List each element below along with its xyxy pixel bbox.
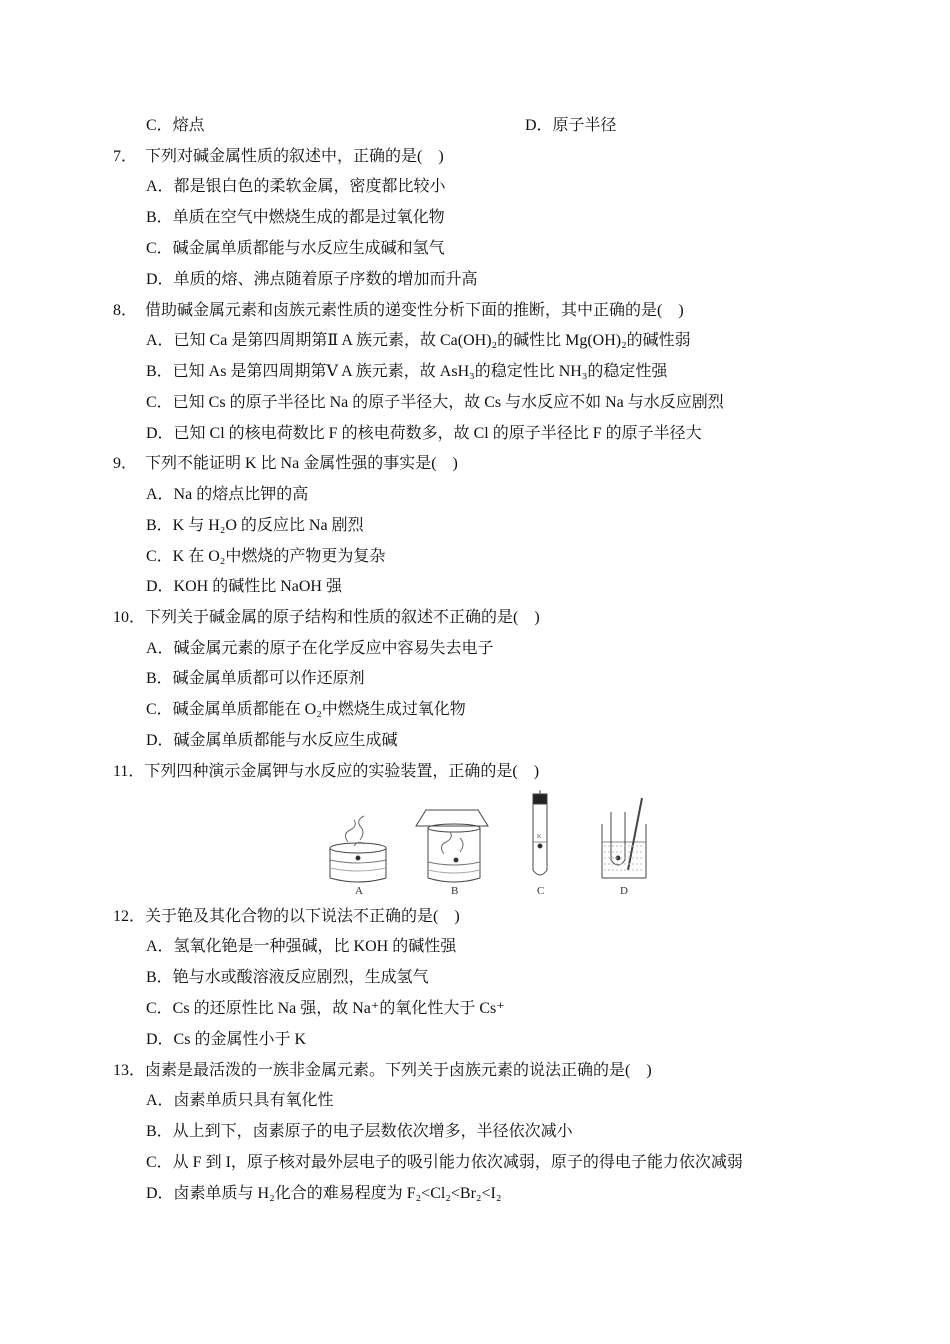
q10-option-c: C．碱金属单质都能在 O₂中燃烧生成过氧化物 — [146, 701, 466, 718]
q13-option-a: A．卤素单质只具有氧化性 — [146, 1092, 334, 1109]
q6-option-c: C．熔点 — [146, 117, 205, 134]
q9-option-b: B．K 与 H₂O 的反应比 Na 剧烈 — [146, 517, 364, 534]
q10-option-d: D．碱金属单质都能与水反应生成碱 — [146, 732, 398, 749]
apparatus-b — [416, 810, 488, 882]
q7-option-c: C．碱金属单质都能与水反应生成碱和氢气 — [146, 240, 445, 257]
q12-stem: 12．关于铯及其化合物的以下说法不正确的是( ) — [113, 908, 460, 925]
q13-stem: 13．卤素是最活泼的一族非金属元素。下列关于卤族元素的说法正确的是( ) — [113, 1062, 652, 1079]
apparatus-d — [602, 798, 646, 878]
q13-option-c: C．从 F 到 I，原子核对最外层电子的吸引能力依次减弱，原子的得电子能力依次减弱 — [146, 1154, 743, 1171]
q10-option-b: B．碱金属单质都可以作还原剂 — [146, 670, 365, 687]
apparatus-c — [533, 790, 547, 875]
q12-option-a: A．氢氧化铯是一种强碱，比 KOH 的碱性强 — [146, 938, 457, 955]
q8-stem: 8． 借助碱金属元素和卤族元素性质的递变性分析下面的推断，其中正确的是( ) — [113, 302, 684, 319]
apparatus-a — [330, 816, 386, 882]
q10-option-a: A．碱金属元素的原子在化学反应中容易失去电子 — [146, 640, 494, 657]
q11-apparatus-figure — [328, 790, 654, 898]
q8-option-b: B．已知 As 是第四周期第Ⅴ A 族元素，故 AsH₃的稳定性比 NH₃的稳定性强 — [146, 363, 668, 380]
q11-stem: 11．下列四种演示金属钾与水反应的实验装置，正确的是( ) — [113, 763, 540, 780]
q7-option-d: D．单质的熔、沸点随着原子序数的增加而升高 — [146, 271, 478, 288]
q10-stem: 10．下列关于碱金属的原子结构和性质的叙述不正确的是( ) — [113, 609, 540, 626]
q8-option-c: C．已知 Cs 的原子半径比 Na 的原子半径大，故 Cs 与水反应不如 Na 与水反应剧烈 — [146, 394, 724, 411]
q9-stem: 9． 下列不能证明 K 比 Na 金属性强的事实是( ) — [113, 455, 458, 472]
q12-option-d: D．Cs 的金属性小于 K — [146, 1031, 307, 1048]
figure-label-d: D — [620, 885, 628, 897]
figure-label-b: B — [451, 885, 459, 897]
q6-option-d: D．原子半径 — [525, 117, 617, 134]
q9-option-c: C．K 在 O₂中燃烧的产物更为复杂 — [146, 548, 386, 565]
q9-option-d: D．KOH 的碱性比 NaOH 强 — [146, 578, 342, 595]
q12-option-b: B．铯与水或酸溶液反应剧烈，生成氢气 — [146, 969, 429, 986]
q8-option-d: D．已知 Cl 的核电荷数比 F 的核电荷数多，故 Cl 的原子半径比 F 的原子半径大 — [146, 425, 702, 442]
q9-option-a: A．Na 的熔点比钾的高 — [146, 486, 309, 503]
q7-option-b: B．单质在空气中燃烧生成的都是过氧化物 — [146, 209, 445, 226]
q13-option-d: D．卤素单质与 H₂化合的难易程度为 F₂<Cl₂<Br₂<I₂ — [146, 1185, 502, 1202]
figure-label-a: A — [355, 885, 363, 897]
figure-label-c: C — [537, 885, 545, 897]
q7-stem: 7． 下列对碱金属性质的叙述中，正确的是( ) — [113, 148, 444, 165]
q7-option-a: A．都是银白色的柔软金属，密度都比较小 — [146, 178, 446, 195]
q12-option-c: C．Cs 的还原性比 Na 强，故 Na⁺的氧化性大于 Cs⁺ — [146, 1000, 505, 1017]
q8-option-a: A．已知 Ca 是第四周期第Ⅱ A 族元素，故 Ca(OH)₂的碱性比 Mg(OH)₂的碱性弱 — [146, 332, 691, 349]
q13-option-b: B．从上到下，卤素原子的电子层数依次增多，半径依次减小 — [146, 1123, 573, 1140]
svg-text:K: K — [537, 834, 542, 840]
